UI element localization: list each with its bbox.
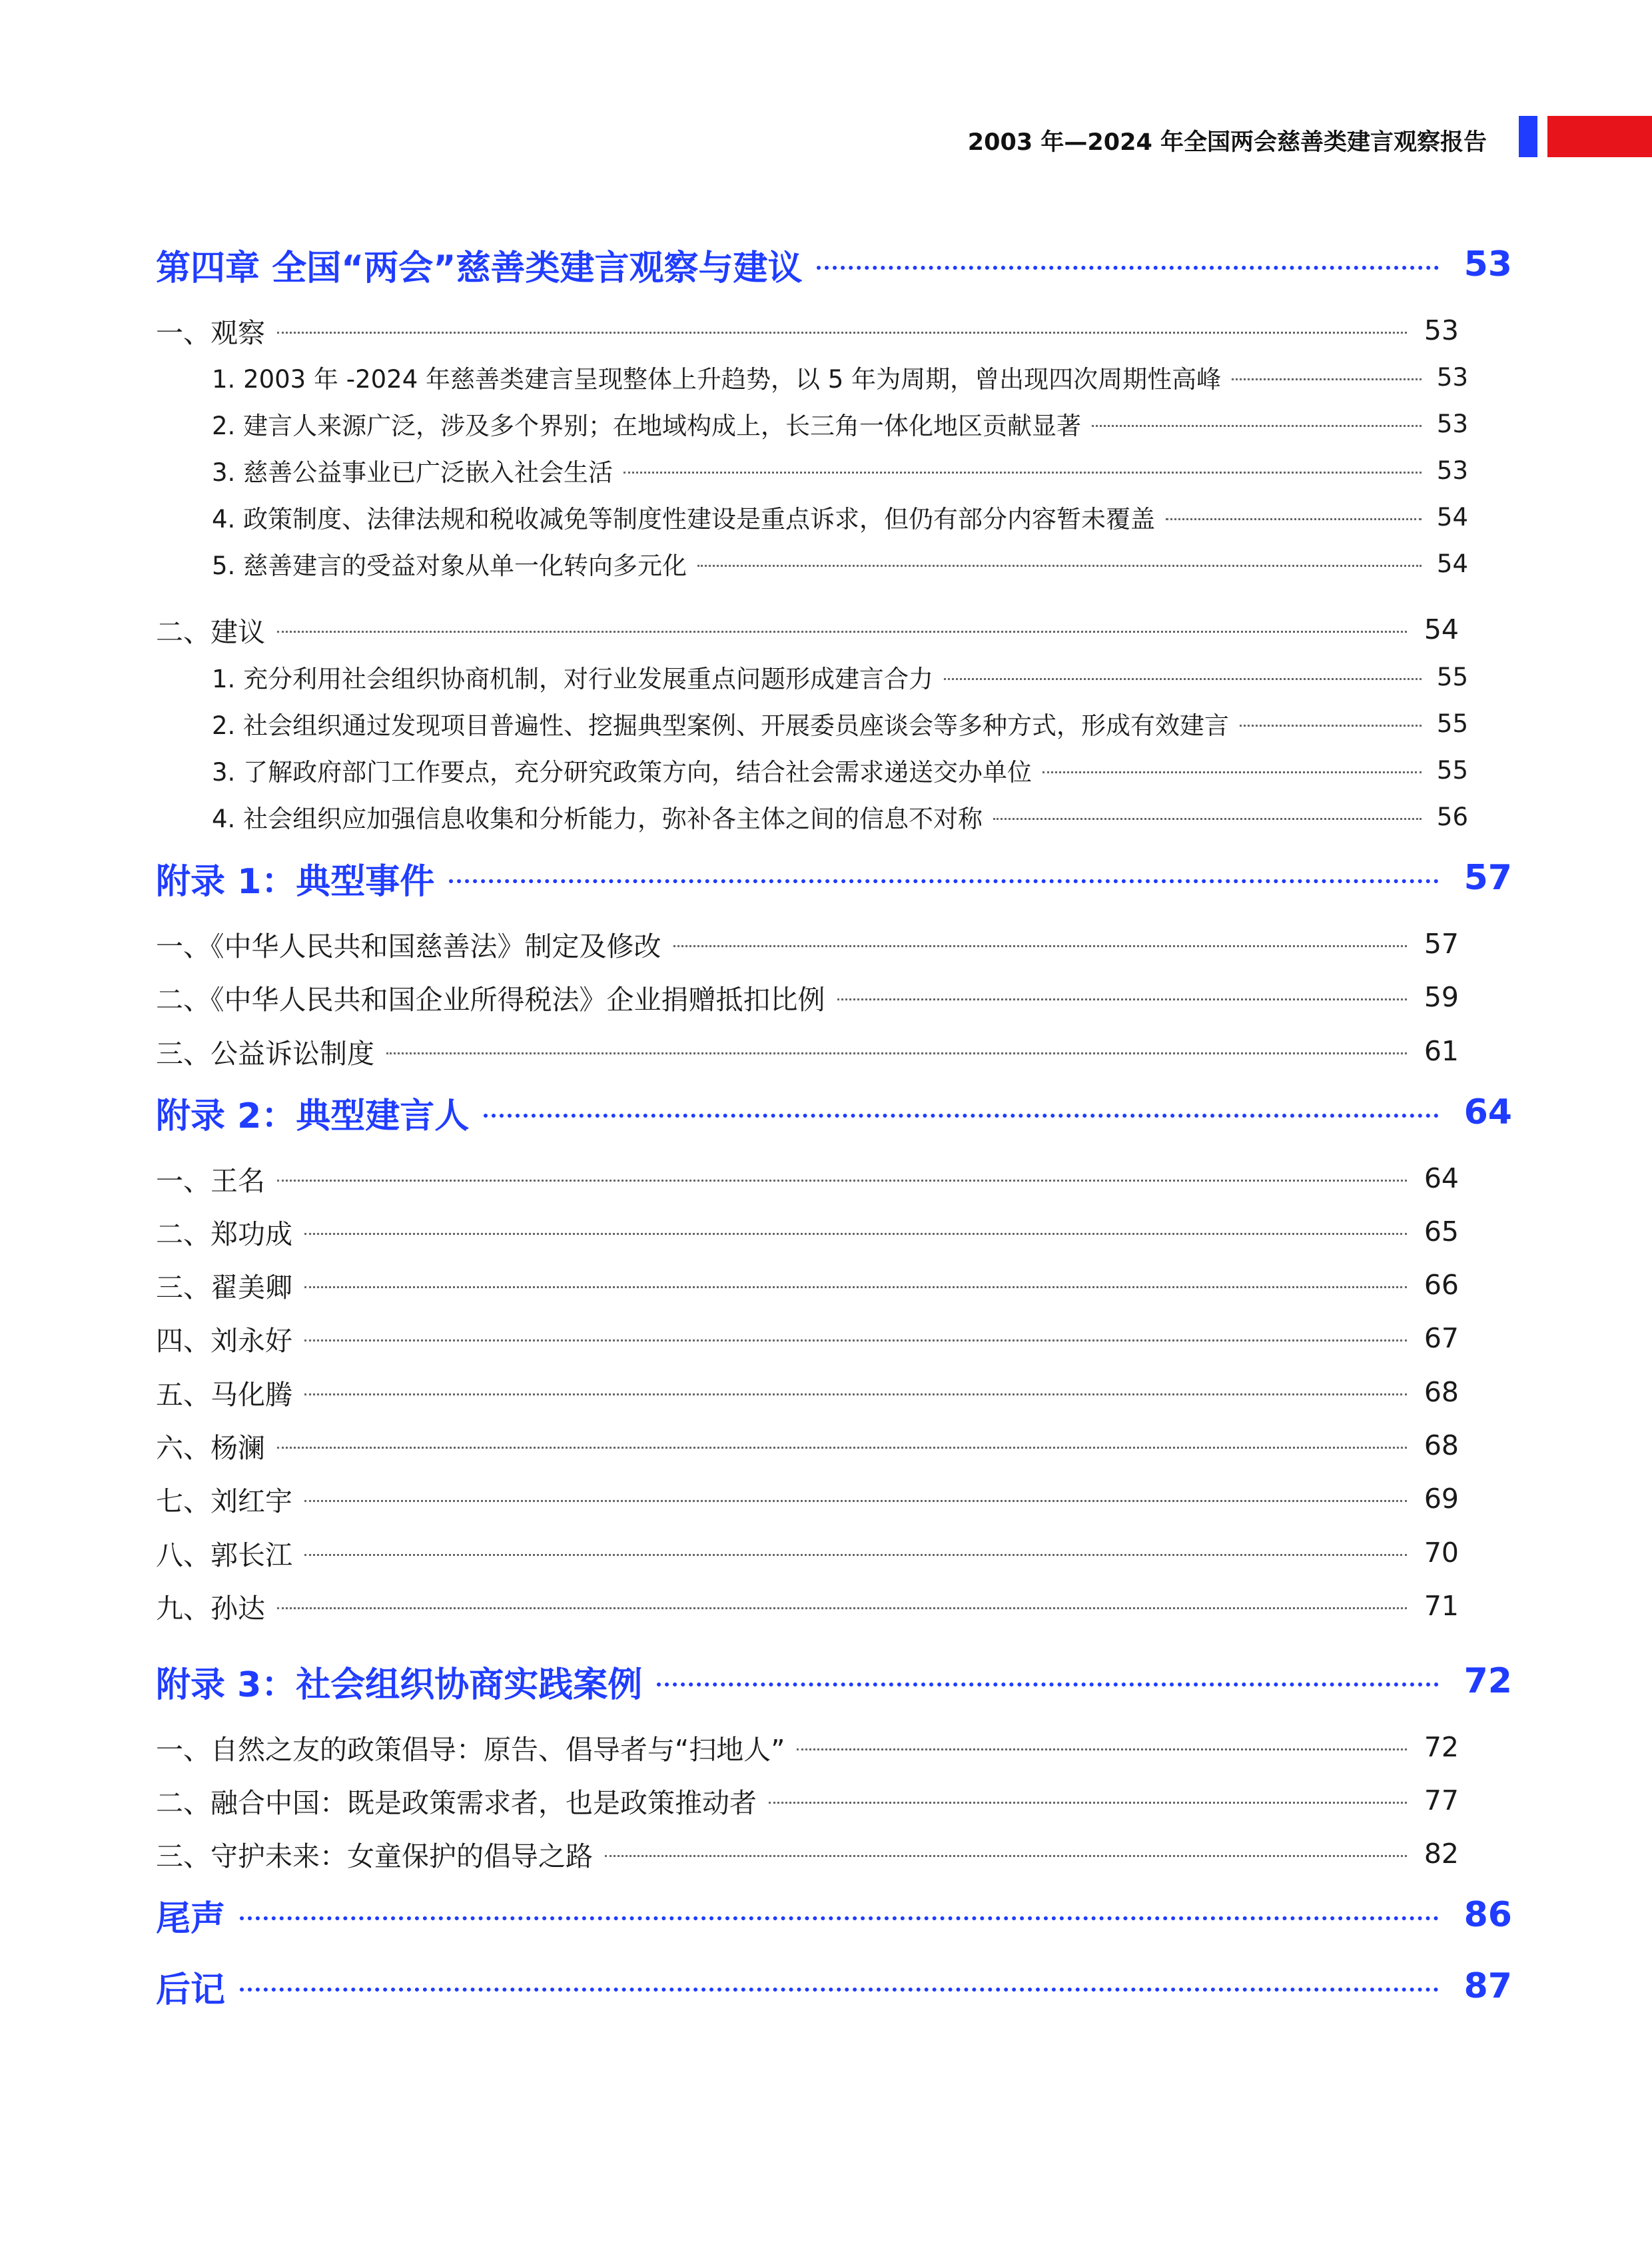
toc-leader-dots [1166,518,1422,520]
header-accent-blue-bar [1519,116,1537,157]
toc-page-number: 55 [1436,662,1468,691]
toc-entry-title: 一、自然之友的政策倡导：原告、倡导者与“扫地人” [156,1733,785,1766]
toc-leader-dots [993,818,1422,820]
toc-entry-title: 六、杨澜 [156,1431,265,1464]
toc-entry-title: 二、郑功成 [156,1218,292,1250]
toc-page-number: 53 [1436,409,1468,438]
toc-page-number: 61 [1424,1035,1459,1067]
toc-entry-title: 附录 1：典型事件 [156,861,435,902]
toc-page-number: 54 [1436,549,1468,578]
toc-leader-dots [837,998,1408,1000]
toc-entry-level2[interactable] [156,1727,1459,1767]
toc-page-number: 71 [1424,1590,1459,1622]
toc-leader-dots [623,472,1422,474]
toc-entry-level2[interactable] [156,609,1459,649]
toc-entry-title: 尾声 [156,1898,226,1939]
report-header-title: 2003 年—2024 年全国两会慈善类建言观察报告 [967,129,1487,156]
toc-leader-dots [277,1447,1407,1449]
toc-leader-dots [817,266,1439,270]
toc-page-number: 53 [1463,244,1512,284]
toc-page-number: 70 [1424,1537,1459,1569]
toc-page-number: 68 [1424,1376,1459,1408]
toc-entry-title: 三、公益诉讼制度 [156,1037,374,1070]
toc-page-number: 53 [1436,362,1468,392]
toc-page-number: 72 [1463,1661,1512,1701]
toc-entry-title: 5. 慈善建言的受益对象从单一化转向多元化 [212,552,687,580]
toc-entry-level3[interactable] [212,452,1468,488]
toc-leader-dots [769,1802,1407,1804]
toc-leader-dots [657,1682,1439,1686]
toc-entry-level2[interactable] [156,1265,1459,1305]
toc-page-number: 54 [1424,613,1459,645]
toc-entry-level2[interactable] [156,1425,1459,1465]
toc-entry-level2[interactable] [156,1158,1459,1198]
toc-entry-title: 七、刘红宇 [156,1485,292,1517]
toc-entry-title: 1. 2003 年 -2024 年慈善类建言呈现整体上升趋势，以 5 年为周期，曾出现四次周期性高峰 [212,365,1222,394]
toc-page-number: 54 [1436,502,1468,532]
toc-entry-title: 2. 社会组织通过发现项目普遍性、挖掘典型案例、开展委员座谈会等多种方式，形成有效建言 [212,711,1230,740]
toc-page-number: 69 [1424,1483,1459,1515]
toc-leader-dots [1092,425,1422,427]
toc-page-number: 64 [1463,1092,1512,1132]
toc-page-number: 65 [1424,1216,1459,1248]
toc-entry-level2[interactable] [156,1212,1459,1252]
toc-page-number: 55 [1436,709,1468,738]
toc-entry-title: 三、翟美卿 [156,1271,292,1304]
toc-page-number: 72 [1424,1731,1459,1763]
toc-entry-level2[interactable] [156,1834,1459,1874]
toc-entry-level1[interactable] [156,1655,1512,1708]
toc-leader-dots [1232,378,1422,380]
toc-entry-level3[interactable] [212,705,1468,741]
toc-page-number: 53 [1424,314,1459,346]
toc-page-number: 64 [1424,1162,1459,1194]
toc-leader-dots [605,1855,1407,1857]
toc-page-number: 86 [1463,1895,1512,1935]
toc-entry-level1[interactable] [156,1888,1512,1942]
toc-entry-level3[interactable] [212,799,1468,835]
toc-entry-title: 二、《中华人民共和国企业所得税法》企业捐赠抵扣比例 [156,983,825,1016]
toc-page-number: 87 [1463,1966,1512,2006]
toc-entry-level3[interactable] [212,406,1468,442]
toc-entry-level1[interactable] [156,851,1512,905]
toc-page-number: 77 [1424,1784,1459,1816]
toc-leader-dots [797,1748,1407,1750]
toc-leader-dots [277,631,1407,633]
toc-leader-dots [449,879,1439,883]
toc-leader-dots [304,1500,1407,1502]
toc-entry-title: 四、刘永好 [156,1324,292,1357]
toc-leader-dots [304,1393,1407,1395]
toc-entry-title: 第四章 全国“两会”慈善类建言观察与建议 [156,248,803,288]
toc-leader-dots [277,1180,1407,1182]
toc-entry-title: 后记 [156,1970,226,2010]
toc-entry-title: 2. 建言人来源广泛，涉及多个界别；在地域构成上，长三角一体化地区贡献显著 [212,412,1082,440]
toc-entry-level3[interactable] [212,752,1468,788]
toc-entry-title: 一、王名 [156,1164,265,1197]
toc-entry-title: 三、守护未来：女童保护的倡导之路 [156,1840,593,1872]
toc-page-number: 57 [1424,928,1459,960]
toc-entry-level2[interactable] [156,1318,1459,1358]
toc-entry-title: 3. 慈善公益事业已广泛嵌入社会生活 [212,458,614,487]
toc-page-number: 57 [1463,858,1512,898]
toc-leader-dots [944,678,1422,680]
toc-entry-title: 1. 充分利用社会组织协商机制，对行业发展重点问题形成建言合力 [212,665,934,693]
toc-entry-title: 八、郭长江 [156,1539,292,1571]
toc-entry-title: 一、观察 [156,316,265,349]
toc-leader-dots [673,945,1408,947]
toc-entry-level2[interactable] [156,1586,1459,1626]
toc-leader-dots [277,332,1407,334]
toc-page-number: 55 [1436,755,1468,785]
toc-leader-dots [484,1114,1439,1118]
toc-leader-dots [1042,771,1422,773]
toc-entry-level2[interactable] [156,977,1459,1017]
toc-entry-level2[interactable] [156,1031,1459,1071]
toc-entry-level2[interactable] [156,1372,1459,1412]
toc-entry-title: 二、建议 [156,615,265,648]
toc-entry-level3[interactable] [212,659,1468,695]
toc-entry-title: 一、《中华人民共和国慈善法》制定及修改 [156,930,661,962]
toc-page-number: 53 [1436,456,1468,485]
toc-entry-level3[interactable] [212,546,1468,581]
toc-leader-dots [697,565,1422,567]
toc-leader-dots [240,1988,1439,1992]
toc-entry-level2[interactable] [156,924,1459,964]
toc-page-number: 67 [1424,1322,1459,1354]
toc-entry-level3[interactable] [212,359,1468,395]
header-accent-red-bar [1547,116,1652,157]
toc-page-number: 82 [1424,1838,1459,1870]
toc-leader-dots [386,1052,1407,1054]
toc-entry-title: 九、孙达 [156,1592,265,1625]
toc-page-number: 56 [1436,802,1468,831]
toc-entry-level2[interactable] [156,1780,1459,1820]
toc-entry-title: 3. 了解政府部门工作要点，充分研究政策方向，结合社会需求递送交办单位 [212,758,1032,787]
toc-entry-title: 附录 3：社会组织协商实践案例 [156,1665,643,1705]
toc-entry-level1[interactable] [156,1086,1512,1139]
toc-leader-dots [304,1233,1407,1235]
toc-entry-level2[interactable] [156,1479,1459,1519]
toc-page-number: 68 [1424,1429,1459,1461]
toc-entry-level3[interactable] [212,499,1468,535]
toc-leader-dots [304,1339,1407,1341]
toc-page-number: 59 [1424,981,1459,1013]
toc-entry-title: 4. 社会组织应加强信息收集和分析能力，弥补各主体之间的信息不对称 [212,805,983,833]
toc-entry-level1[interactable] [156,238,1512,291]
toc-entry-level2[interactable] [156,310,1459,350]
toc-entry-title: 4. 政策制度、法律法规和税收减免等制度性建设是重点诉求，但仍有部分内容暂未覆盖 [212,505,1156,534]
toc-leader-dots [277,1607,1407,1609]
toc-entry-title: 二、融合中国：既是政策需求者，也是政策推动者 [156,1786,757,1819]
toc-leader-dots [304,1286,1407,1288]
toc-entry-level1[interactable] [156,1960,1512,2013]
toc-entry-title: 附录 2：典型建言人 [156,1096,470,1136]
toc-entry-title: 五、马化腾 [156,1378,292,1411]
toc-leader-dots [240,1916,1439,1920]
toc-entry-level2[interactable] [156,1533,1459,1573]
toc-leader-dots [1240,725,1422,727]
toc-page-number: 66 [1424,1269,1459,1301]
toc-leader-dots [304,1554,1407,1556]
